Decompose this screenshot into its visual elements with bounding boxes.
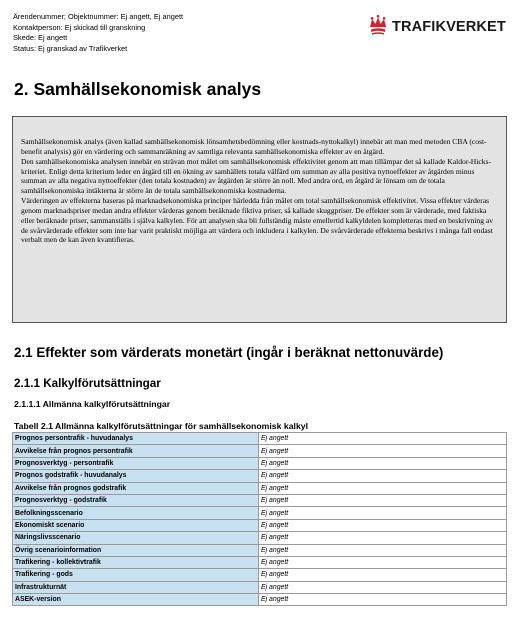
trafikverket-logo — [368, 14, 506, 39]
row-label: Prognos persontrafik - huvudanalys — [13, 433, 259, 445]
table-row — [13, 507, 507, 519]
row-value: Ej angett — [259, 532, 507, 544]
table-row — [13, 544, 507, 556]
section-title: 2. Samhällsekonomisk analys — [14, 79, 262, 99]
table-row — [13, 594, 507, 606]
row-label: Prognosverktyg - persontrafik — [13, 457, 259, 469]
table-row — [13, 556, 507, 568]
row-label: Avvikelse från prognos godstrafik — [13, 482, 259, 494]
calculation-assumptions-table — [12, 432, 507, 606]
table-row — [13, 445, 507, 457]
subsection-heading: 2.1 Effekter som värderats monetärt (ingår i beräknat nettonuvärde) — [14, 345, 444, 360]
table-row — [13, 482, 507, 494]
summary-box — [12, 116, 507, 323]
row-value: Ej angett — [259, 433, 507, 445]
row-value: Ej angett — [259, 507, 507, 519]
meta-contact-person: Kontaktperson: Ej skickad till granskning — [13, 22, 146, 32]
table-row — [13, 569, 507, 581]
row-value: Ej angett — [259, 556, 507, 568]
row-label: Prognos godstrafik - huvudanalys — [13, 470, 259, 482]
paragraph-heading: 2.1.1.1 Allmänna kalkylförutsättningar — [14, 399, 171, 409]
row-value: Ej angett — [259, 569, 507, 581]
row-value: Ej angett — [259, 494, 507, 506]
row-value: Ej angett — [259, 482, 507, 494]
row-label: Trafikering - kollektivtrafik — [13, 556, 259, 568]
table-row — [13, 532, 507, 544]
table-caption: Tabell 2.1 Allmänna kalkylförutsättningar för samhällsekonomisk kalkyl — [14, 421, 309, 431]
row-value: Ej angett — [259, 470, 507, 482]
document-meta — [13, 12, 183, 54]
table-row — [13, 581, 507, 593]
crown-icon — [368, 14, 388, 39]
row-value: Ej angett — [259, 445, 507, 457]
table-row — [13, 494, 507, 506]
row-label: Övrig scenarioinformation — [13, 544, 259, 556]
logo-wordmark: TRAFIKVERKET — [392, 18, 506, 35]
meta-case-number: Ärendenummer; Objektnummer: Ej angett, Ej angett — [13, 12, 184, 21]
table-row — [13, 470, 507, 482]
meta-stage: Skede: Ej angett — [13, 33, 68, 43]
table-row — [13, 433, 507, 445]
row-value: Ej angett — [259, 581, 507, 593]
summary-paragraph: Värderingen av effekterna baseras på marknadsekonomiska principer härledda från målet om total samhällsekonomisk effektivitet. Vissa effekter värderas genom marknadspriser medan andra effekter värderas genom beräknade fiktiva priser, så kallade skuggpriser. De effekter som är värderade, med faktiska eller beräknade priser, sammanställs i själva kalkylen. För att analysen ska bli fullständig måste emellertid kalkyldelen kompletteras med en beskrivning av de svårvärderade effekter som inte har varit praktiskt möjliga att värdera och inkludera i kalkylen. De svårvärderade effekterna beskrivs i många fall endast verbalt men de kan även kvantifieras. — [21, 196, 494, 245]
subsubsection-heading: 2.1.1 Kalkylförutsättningar — [14, 377, 161, 390]
summary-paragraph: Samhällsekonomisk analys (även kallad samhällsekonomisk lönsamhetsbedömning eller kostnads-nyttokalkyl) innebär att man med metoden CBA (cost-benefit analysis) gör en värdering och sammanräkning av samtliga relevanta samhällsekonomiska effekter av en åtgärd. — [21, 137, 487, 156]
table-row — [13, 519, 507, 531]
row-label: Befolkningsscenario — [13, 507, 259, 519]
table-row — [13, 457, 507, 469]
row-label: Ekonomiskt scenario — [13, 519, 259, 531]
row-label: ASEK-version — [13, 594, 259, 606]
row-label: Prognosverktyg - godstrafik — [13, 494, 259, 506]
row-label: Trafikering - gods — [13, 569, 259, 581]
meta-status: Status: Ej granskad av Trafikverket — [13, 43, 128, 53]
summary-paragraph: Den samhällsekonomiska analysen innebär en strävan mot målet om samhällsekonomisk effektivitet genom att man tillämpar det så kallade Kaldor-Hicks-kriteriet. Enligt detta kriterium leder en åtgärd till en ökning av samhällets totala välfärd om summan av alla positiva nyttoeffekter av åtgärden minus summan av alla negativa nyttoeffekter (den totala kostnaden) av åtgärden är större än noll. Med andra ord, en åtgärd är lönsam om de totala samhällsekonomiska intäkterna är större än de totala samhällsekonomiska kostnaderna. — [21, 156, 491, 196]
row-value: Ej angett — [259, 594, 507, 606]
row-label: Näringslivsscenario — [13, 532, 259, 544]
row-value: Ej angett — [259, 519, 507, 531]
row-label: Avvikelse från prognos persontrafik — [13, 445, 259, 457]
summary-text — [21, 137, 500, 245]
row-value: Ej angett — [259, 457, 507, 469]
row-value: Ej angett — [259, 544, 507, 556]
row-label: Infrastrukturnät — [13, 581, 259, 593]
